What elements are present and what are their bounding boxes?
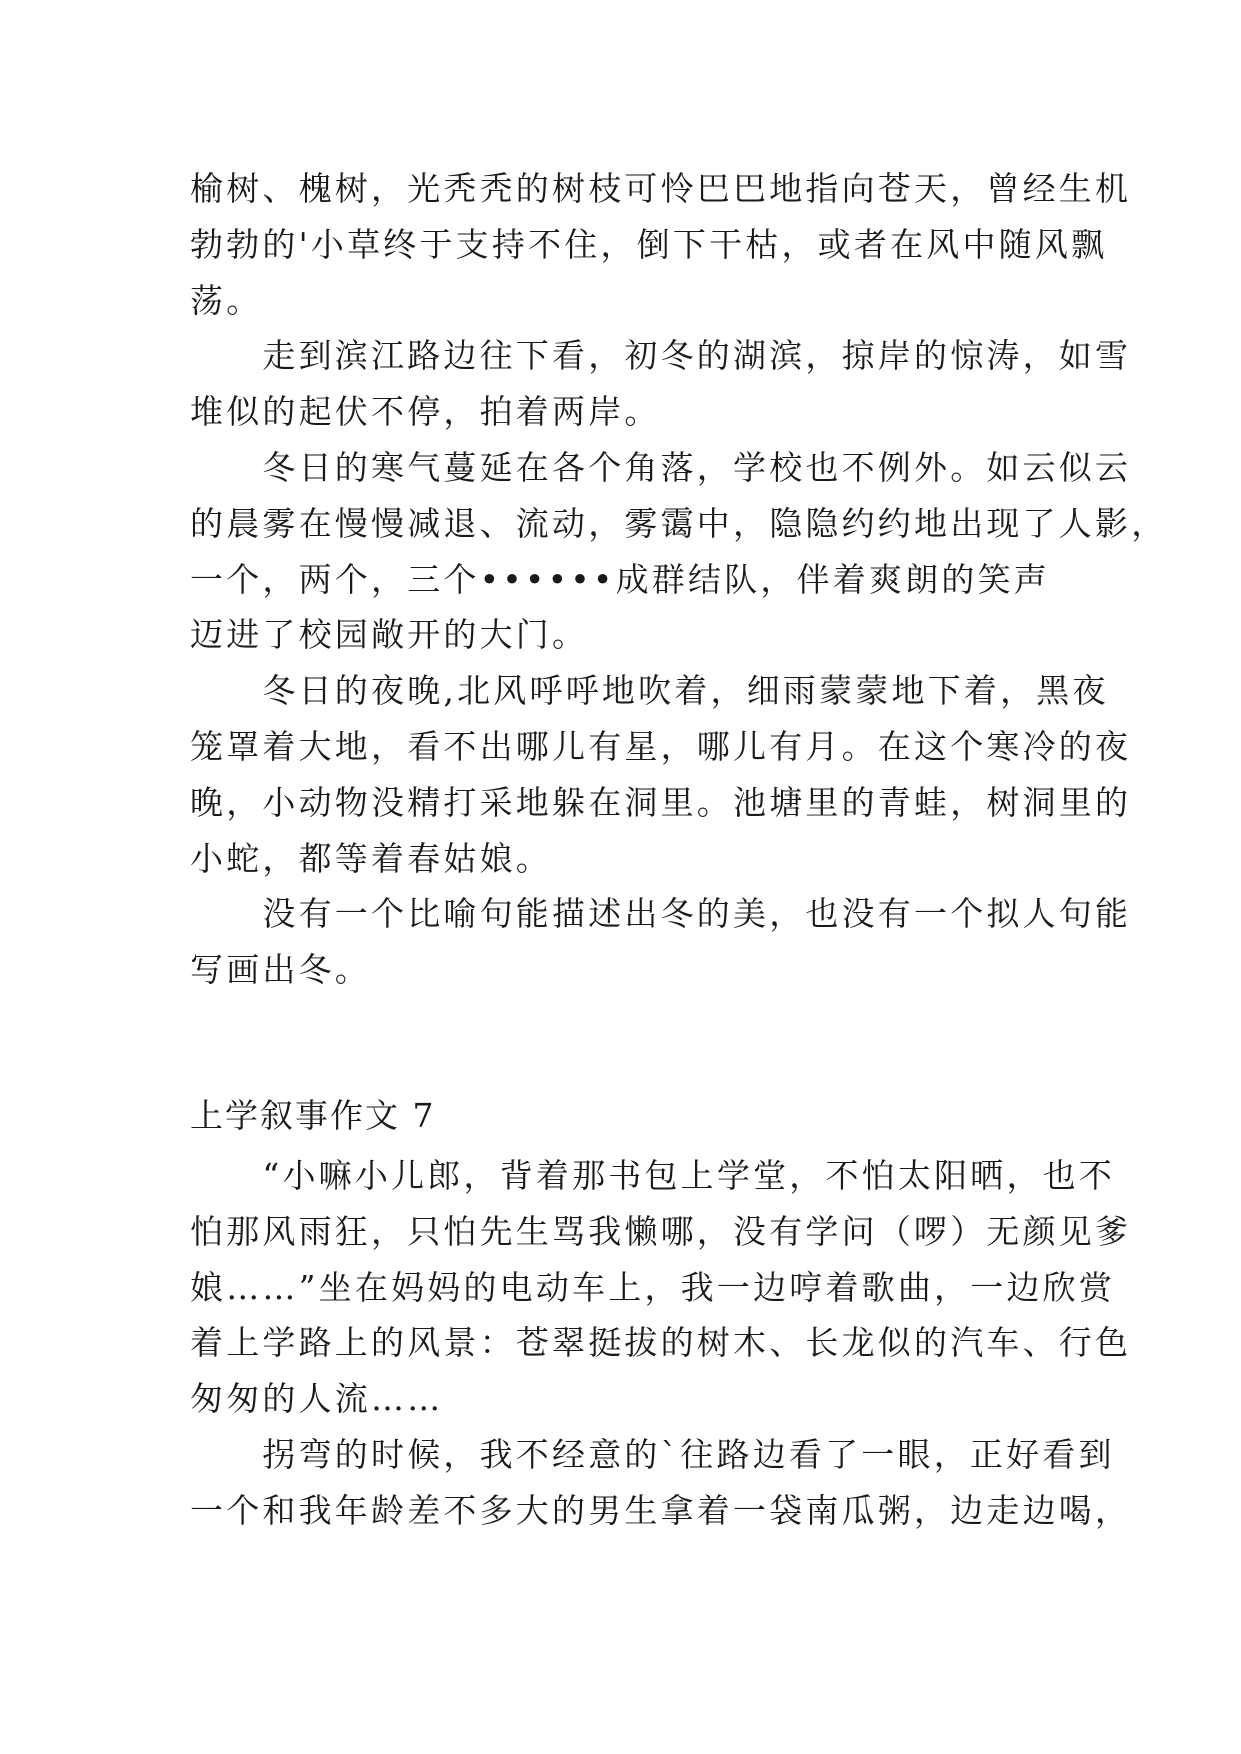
paragraph-line: 勃勃的'小草终于支持不住，倒下干枯，或者在风中随风飘 — [190, 224, 1108, 264]
paragraph-line: 匆匆的人流…… — [190, 1379, 444, 1419]
paragraph-line: “小嘛小儿郎，背着那书包上学堂，不怕太阳晒，也不 — [190, 1156, 1116, 1195]
paragraph-3 — [190, 440, 1168, 663]
paragraph-line: 晚，小动物没精打采地躲在洞里。池塘里的青蛙，树洞里的 — [190, 782, 1132, 822]
paragraph-5 — [190, 886, 1132, 998]
section-two — [190, 1148, 1132, 1539]
paragraph-1 — [190, 161, 1132, 328]
paragraph-line: 写画出冬。 — [190, 950, 371, 990]
paragraph-2 — [190, 328, 1132, 440]
paragraph-line: 一个和我年龄差不多大的男生拿着一袋南瓜粥，边走边喝， — [190, 1490, 1132, 1530]
paragraph-7 — [190, 1427, 1132, 1539]
paragraph-6 — [190, 1148, 1132, 1427]
paragraph-line: 小蛇，都等着春姑娘。 — [190, 838, 552, 878]
paragraph-line: 冬日的夜晚,北风呼呼地吹着，细雨蒙蒙地下着，黑夜 — [190, 671, 1109, 711]
paragraph-line: 没有一个比喻句能描述出冬的美，也没有一个拟人句能 — [190, 894, 1132, 934]
paragraph-line: 一个，两个，三个••••••成群结队，伴着爽朗的笑声 — [190, 559, 1050, 599]
section-one — [190, 161, 1168, 998]
paragraph-line: 笼罩着大地，看不出哪儿有星，哪儿有月。在这个寒冷的夜 — [190, 726, 1132, 766]
paragraph-line: 拐弯的时候，我不经意的`往路边看了一眼，正好看到 — [190, 1434, 1115, 1474]
paragraph-4 — [190, 663, 1132, 886]
paragraph-line: 冬日的寒气蔓延在各个角落，学校也不例外。如云似云 — [190, 447, 1132, 487]
paragraph-line: 榆树、槐树，光秃秃的树枝可怜巴巴地指向苍天，曾经生机 — [190, 169, 1132, 208]
paragraph-line: 着上学路上的风景：苍翠挺拔的树木、长龙似的汽车、行色 — [190, 1323, 1132, 1363]
paragraph-line: 堆似的起伏不停，拍着两岸。 — [190, 392, 661, 432]
section-heading: 上学叙事作文 7 — [190, 1096, 436, 1135]
paragraph-line: 迈进了校园敞开的大门。 — [190, 615, 589, 655]
paragraph-line: 的晨雾在慢慢减退、流动，雾霭中，隐隐约约地出现了人影， — [190, 503, 1168, 543]
paragraph-line: 娘……”坐在妈妈的电动车上，我一边哼着歌曲，一边欣赏 — [190, 1267, 1116, 1307]
paragraph-line: 荡。 — [190, 280, 263, 320]
paragraph-line: 走到滨江路边往下看，初冬的湖滨，掠岸的惊涛，如雪 — [190, 336, 1132, 376]
paragraph-line: 怕那风雨狂，只怕先生骂我懒哪，没有学问（啰）无颜见爹 — [190, 1211, 1132, 1251]
